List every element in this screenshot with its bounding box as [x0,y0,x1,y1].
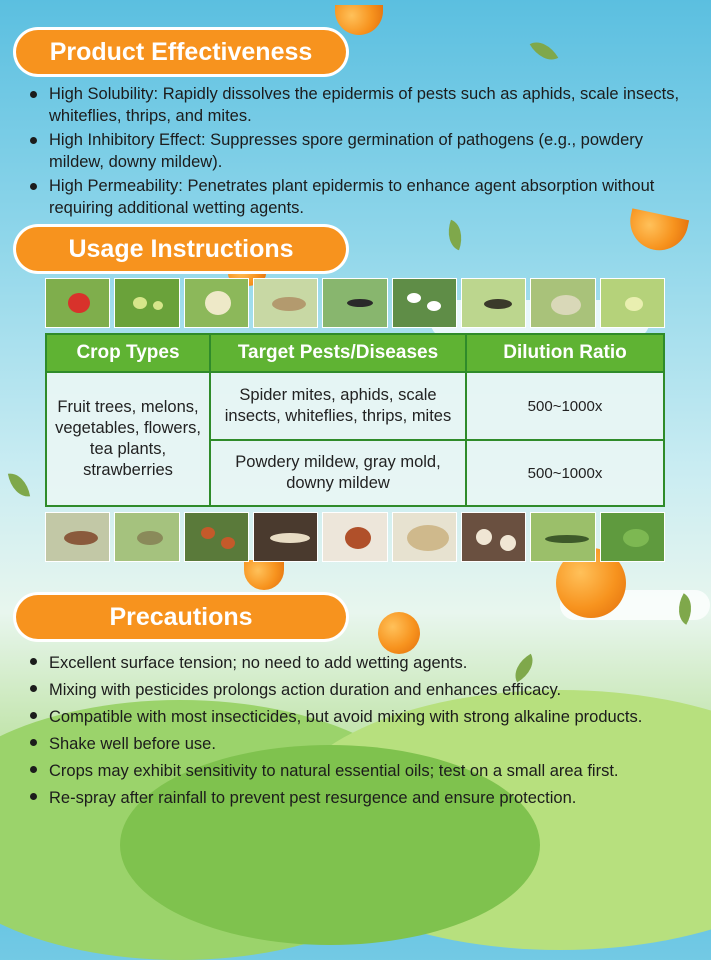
flea-beetle-photo [322,512,387,562]
crop-types-cell: Fruit trees, melons, vegetables, flowers, tea plants, strawberries [46,372,210,506]
orange-decoration [335,5,383,35]
table-row [46,372,664,440]
beetle-cluster-photo [184,512,249,562]
list-item: Crops may exhibit sensitivity to natural essential oils; test on a small area first. [20,758,660,785]
section-title-text: Precautions [109,602,253,631]
list-item: Mixing with pesticides prolongs action duration and enhances efficacy. [20,677,660,704]
list-item: Compatible with most insecticides, but avoid mixing with strong alkaline products. [20,704,660,731]
whitefly-photo [253,278,318,328]
section-title-usage [16,227,346,271]
list-item: Shake well before use. [20,731,660,758]
bug-photo [114,512,179,562]
whitefly-cluster-photo [392,278,457,328]
list-item: High Inhibitory Effect: Suppresses spore germination of pathogens (e.g., powdery mildew, downy mildew). [20,129,680,173]
section-title-effectiveness [16,30,346,74]
caterpillar-photo [530,512,595,562]
leaf-decoration [530,35,559,67]
moth-photo [45,512,110,562]
precautions-list [20,650,660,812]
list-item: High Permeability: Penetrates plant epidermis to enhance agent absorption without requiring additional wetting agents. [20,175,680,219]
dilution-cell: 500~1000x [466,440,664,506]
column-header-dilution: Dilution Ratio [466,334,664,372]
aphid-photo [114,278,179,328]
thrips-photo [322,278,387,328]
section-title-precautions [16,595,346,639]
leaf-disease-photo [600,512,665,562]
section-title-text: Usage Instructions [68,234,294,263]
leaf-decoration [442,220,468,251]
leaf-pest-photo [600,278,665,328]
list-item: Excellent surface tension; no need to add wetting agents. [20,650,660,677]
leaf-decoration [8,471,30,500]
usage-table [45,333,665,507]
moth-wing-photo [392,512,457,562]
dilution-cell: 500~1000x [466,372,664,440]
target-cell: Spider mites, aphids, scale insects, whiteflies, thrips, mites [210,372,466,440]
orange-decoration [378,612,420,654]
mite-colony-photo [530,278,595,328]
pest-photo-row [45,278,665,328]
list-item: High Solubility: Rapidly dissolves the epidermis of pests such as aphids, scale insects, whiteflies, thrips, and mites. [20,83,680,127]
scale-insect-photo [184,278,249,328]
column-header-crop-types: Crop Types [46,334,210,372]
larvae-photo [461,512,526,562]
target-cell: Powdery mildew, gray mold, downy mildew [210,440,466,506]
disease-photo-row [45,512,665,562]
insect-photo [461,278,526,328]
orange-decoration [244,560,284,590]
spider-mite-photo [45,278,110,328]
section-title-text: Product Effectiveness [49,37,313,66]
list-item: Re-spray after rainfall to prevent pest resurgence and ensure protection. [20,785,660,812]
soil-grub-photo [253,512,318,562]
effectiveness-list [20,83,680,219]
column-header-target: Target Pests/Diseases [210,334,466,372]
